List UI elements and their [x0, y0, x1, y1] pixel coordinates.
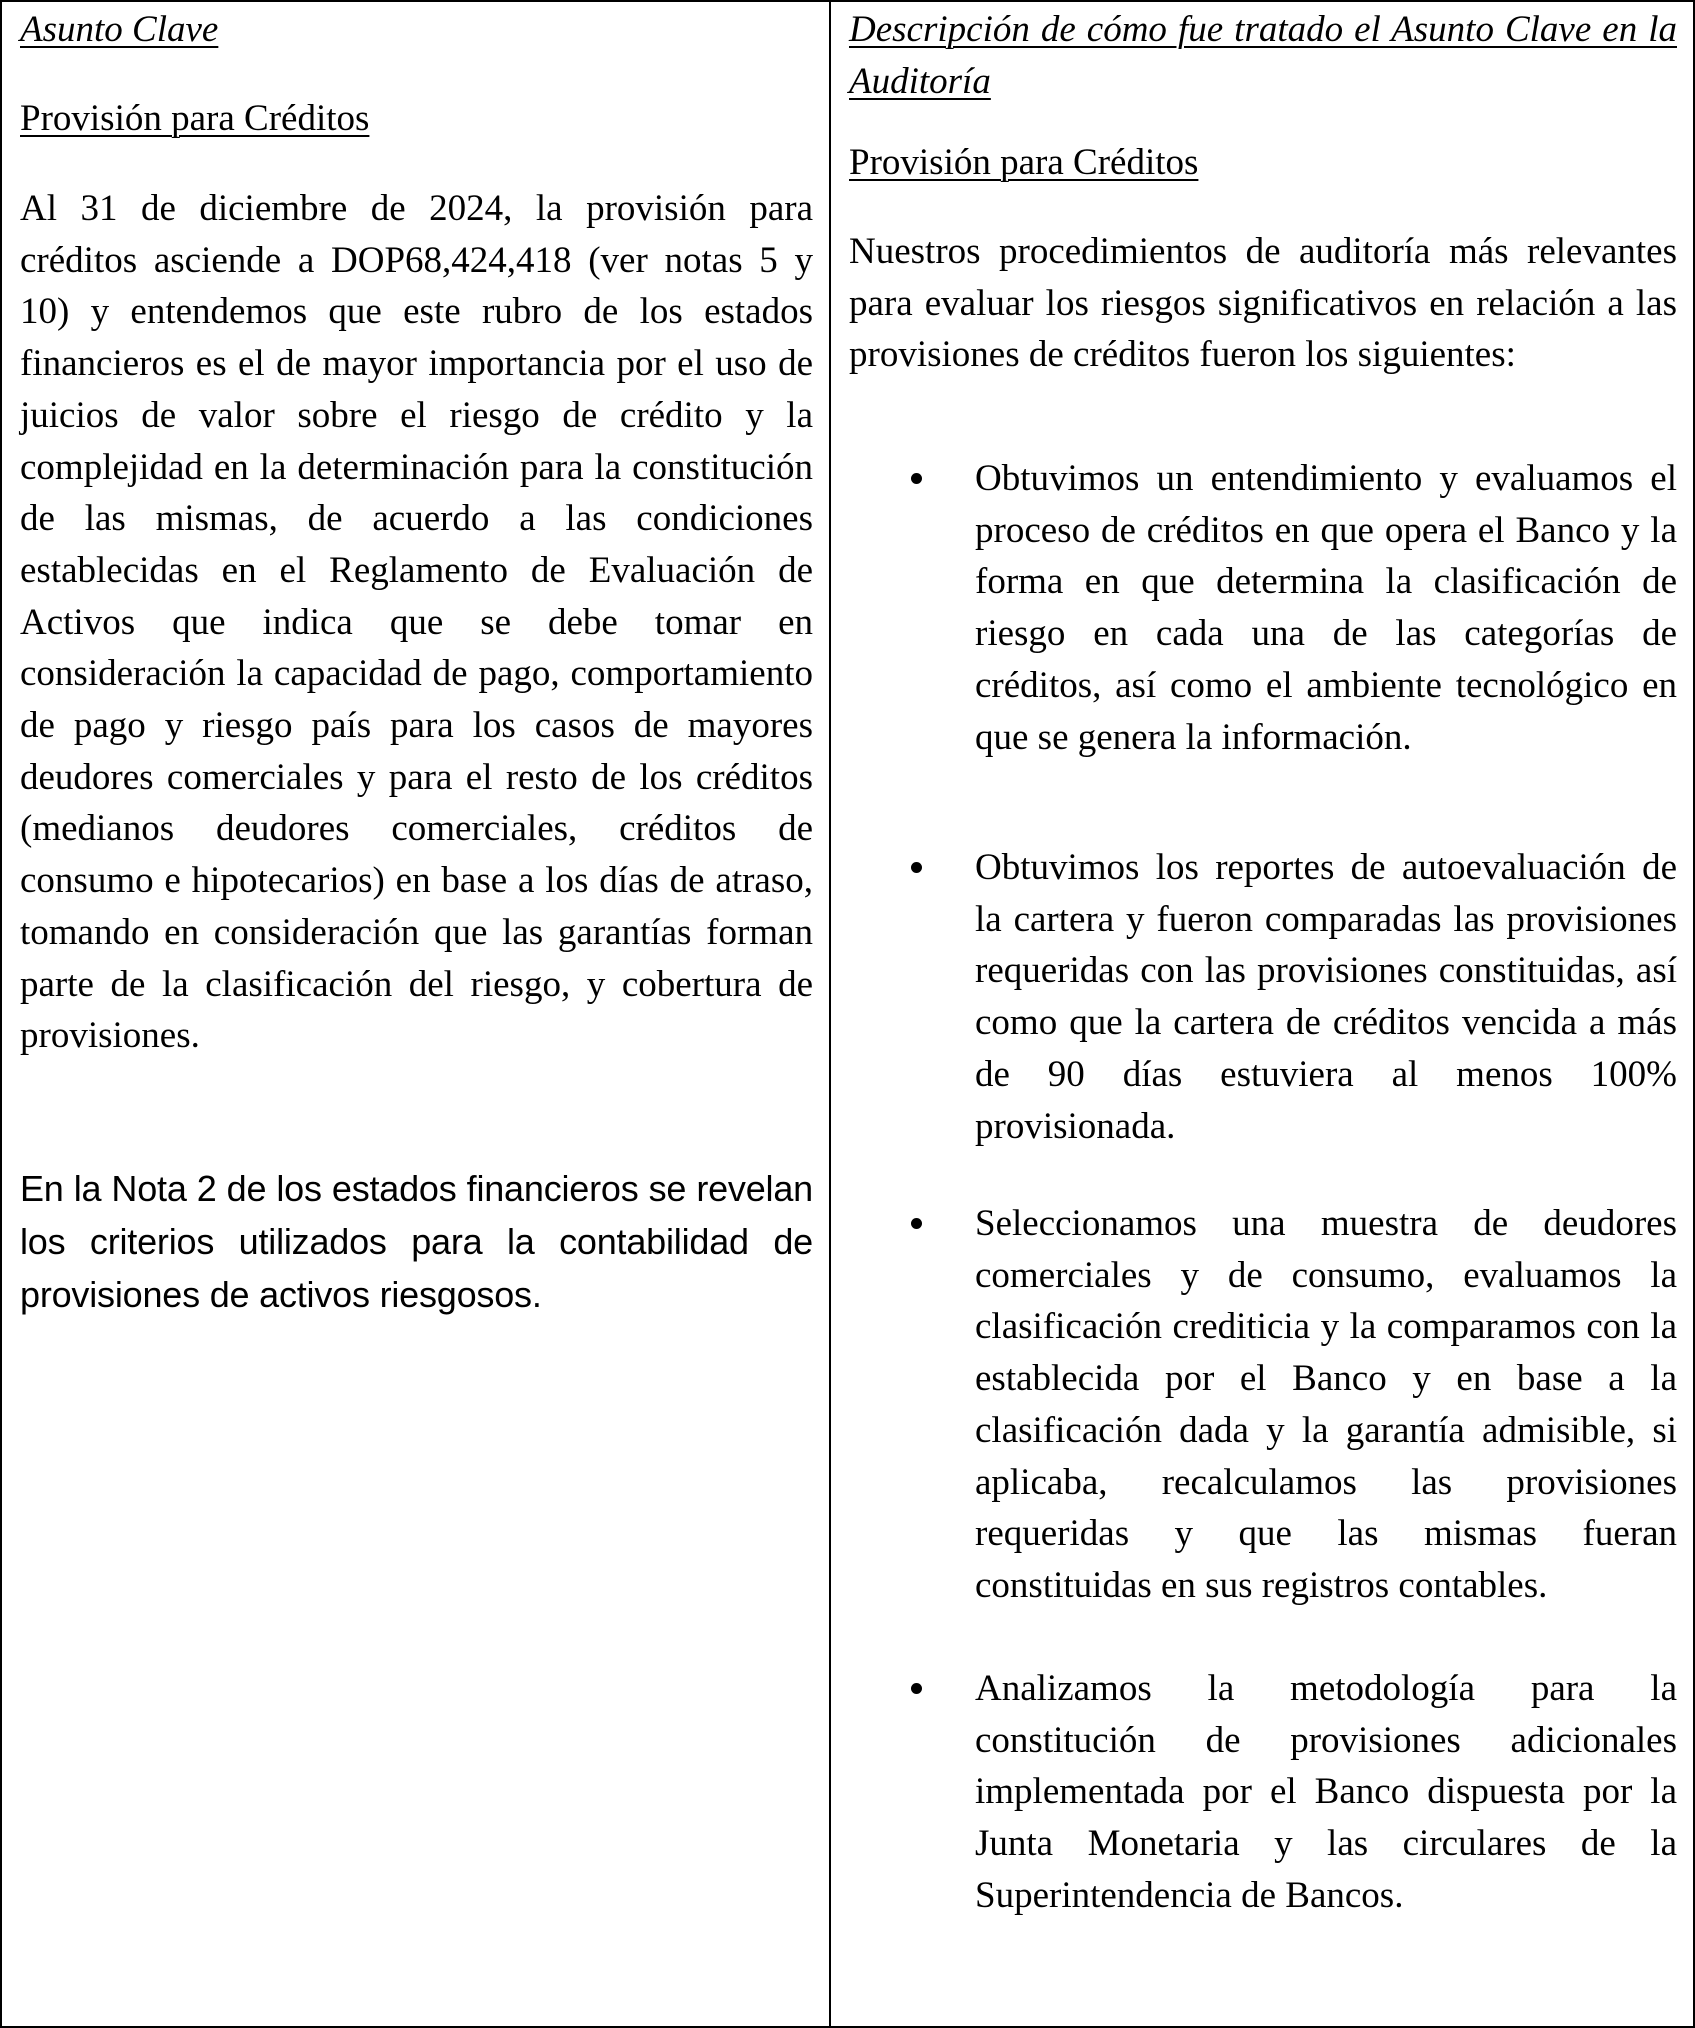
bullet-icon	[911, 1218, 922, 1229]
bullet-icon	[911, 862, 922, 873]
column-divider	[829, 0, 831, 2028]
list-item-text: Obtuvimos un entendimiento y evaluamos el proceso de créditos en que opera el Banco y la forma en que determina la clasificación de riesgo en cada una de las categorías de créditos, así como el ambiente tecnológico en que se genera la información.	[975, 458, 1677, 758]
right-column-subheading: Provisión para Créditos	[849, 142, 1199, 183]
right-intro-paragraph: Nuestros procedimientos de auditoría más relevantes para evaluar los riesgos significativos en relación a las provisiones de créditos fueron los siguientes:	[849, 231, 1677, 376]
left-column-subheading: Provisión para Créditos	[20, 98, 370, 139]
bullet-icon	[911, 1683, 922, 1694]
table-border-left	[0, 0, 2, 2028]
left-paragraph-1: Al 31 de diciembre de 2024, la provisión para créditos asciende a DOP68,424,418 (ver notas 5 y 10) y entendemos que este rubro de los estados financieros es el de mayor importancia por el uso de juicios de valor sobre el riesgo de crédito y la complejidad en la determinación para la constitución de las mismas, de acuerdo a las condiciones establecidas en el Reglamento de Evaluación de Activos que indica que se debe tomar en consideración la capacidad de pago, comportamiento de pago y riesgo país para los casos de mayores deudores comerciales y para el resto de los créditos (medianos deudores comerciales, créditos de consumo e hipotecarios) en base a los días de atraso, tomando en consideración que las garantías forman parte de la clasificación del riesgo, y cobertura de provisiones.	[20, 188, 813, 1057]
right-column-header: Descripción de cómo fue tratado el Asunto Clave en la Auditoría	[849, 9, 1677, 102]
bullet-icon	[911, 473, 922, 484]
table-border-top	[0, 0, 1695, 2]
list-item-text: Analizamos la metodología para la constitución de provisiones adicionales implementada por el Banco dispuesta por la Junta Monetaria y las circulares de la Superintendencia de Bancos.	[975, 1668, 1677, 1916]
list-item-text: Obtuvimos los reportes de autoevaluación de la cartera y fueron comparadas las provisiones requeridas con las provisiones constituidas, así como que la cartera de créditos vencida a más de 90 días estuviera al menos 100% provisionada.	[975, 847, 1677, 1147]
left-paragraph-2: En la Nota 2 de los estados financieros se revelan los criterios utilizados para la contabilidad de provisiones de activos riesgosos.	[20, 1168, 813, 1315]
list-item-text: Seleccionamos una muestra de deudores comerciales y de consumo, evaluamos la clasificación crediticia y la comparamos con la establecida por el Banco y en base a la clasificación dada y la garantía admisible, si aplicaba, recalculamos las provisiones requeridas y que las mismas fueran constituidas en sus registros contables.	[975, 1203, 1677, 1606]
left-column-header: Asunto Clave	[20, 9, 219, 50]
